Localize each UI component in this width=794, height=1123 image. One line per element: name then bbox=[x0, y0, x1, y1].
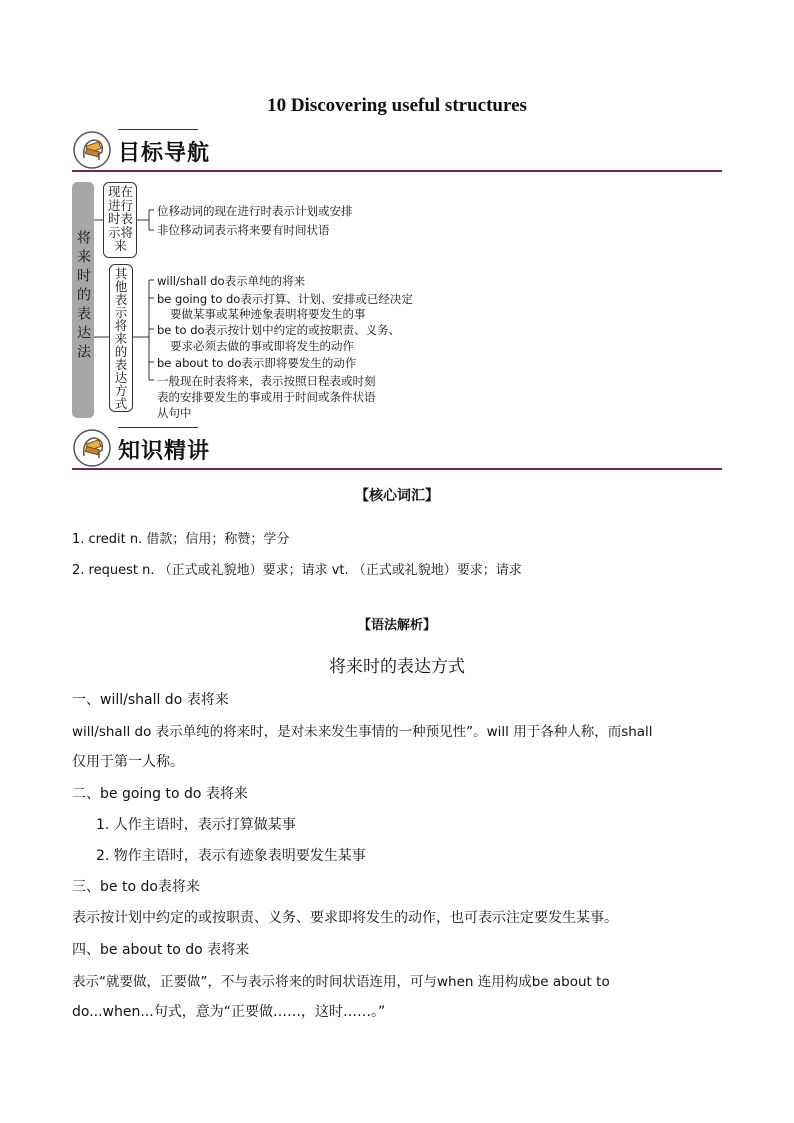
vocab-item: 1. credit n. 借款；信用；称赞；学分 bbox=[72, 532, 290, 547]
grammar-line: 三、be to do表将来 bbox=[72, 879, 200, 895]
mindmap-leaf: be to do表示按计划中约定的或按职责、义务、 bbox=[157, 323, 401, 337]
grammar-line: will/shall do 表示单纯的将来时，是对未来发生事情的一种预见性”。will 用于各种人称，而shall bbox=[72, 724, 653, 740]
section-goals-header bbox=[72, 128, 722, 172]
grammar-line: 表示“就要做，正要做”，不与表示将来的时间状语连用，可与when 连用构成be about to bbox=[72, 974, 610, 990]
grammar-line: 一、will/shall do 表将来 bbox=[72, 692, 229, 708]
mindmap-root bbox=[72, 182, 94, 418]
mindmap-root-label: 将来时的表达法 bbox=[75, 230, 91, 363]
grammar-line: 二、be going to do 表将来 bbox=[72, 786, 248, 802]
vocab-item: 2. request n. （正式或礼貌地）要求；请求 vt. （正式或礼貌地）要求；请求 bbox=[72, 563, 522, 578]
document-title: 10 Discovering useful structures bbox=[267, 95, 527, 116]
mindmap-leaf: 非位移动词表示将来要有时间状语 bbox=[157, 223, 330, 237]
mindmap-node-other-forms bbox=[109, 264, 133, 412]
mindmap-node-present-progressive bbox=[103, 182, 137, 258]
section-knowledge-header bbox=[72, 426, 722, 470]
grammar-line: 四、be about to do 表将来 bbox=[72, 942, 250, 958]
grammar-line: 1. 人作主语时，表示打算做某事 bbox=[96, 817, 296, 833]
mindmap-leaf: 位移动词的现在进行时表示计划或安排 bbox=[157, 204, 353, 218]
vocab-heading: 【核心词汇】 bbox=[355, 488, 439, 504]
section-goals-title: 目标导航 bbox=[118, 141, 211, 166]
mindmap-leaf: 一般现在时表将来，表示按照日程表或时刻 bbox=[157, 374, 376, 388]
mindmap-leaf: 从句中 bbox=[157, 406, 192, 420]
mindmap-node2-label: 其他表示将来的表达方式 bbox=[114, 266, 128, 411]
head-icon bbox=[72, 428, 112, 468]
grammar-line: 表示按计划中约定的或按职责、义务、要求即将发生的动作，也可表示注定要发生某事。 bbox=[72, 910, 618, 926]
mindmap-leaf: 要做某事或某种迹象表明将要发生的事 bbox=[170, 307, 366, 321]
grammar-subtitle: 将来时的表达方式 bbox=[329, 657, 465, 677]
grammar-line: 2. 物作主语时，表示有迹象表明要发生某事 bbox=[96, 848, 366, 864]
grammar-heading: 【语法解析】 bbox=[357, 618, 436, 633]
mindmap-leaf: 表的安排要发生的事或用于时间或条件状语 bbox=[157, 390, 376, 404]
mindmap-leaf: be about to do表示即将要发生的动作 bbox=[157, 356, 357, 370]
mindmap-leaf: 要求必须去做的事或即将发生的动作 bbox=[170, 339, 354, 353]
grammar-line: 仅用于第一人称。 bbox=[72, 754, 184, 770]
section-knowledge-title: 知识精讲 bbox=[118, 439, 211, 464]
grammar-line: do...when...句式，意为“正要做……，这时……。” bbox=[72, 1004, 386, 1020]
mindmap-leaf: will/shall do表示单纯的将来 bbox=[157, 274, 306, 288]
mindmap-leaf: be going to do表示打算、计划、安排或已经决定 bbox=[157, 292, 413, 306]
head-icon bbox=[72, 130, 112, 170]
mindmap-node1-label: 现在进行时表示将来 bbox=[107, 184, 133, 253]
